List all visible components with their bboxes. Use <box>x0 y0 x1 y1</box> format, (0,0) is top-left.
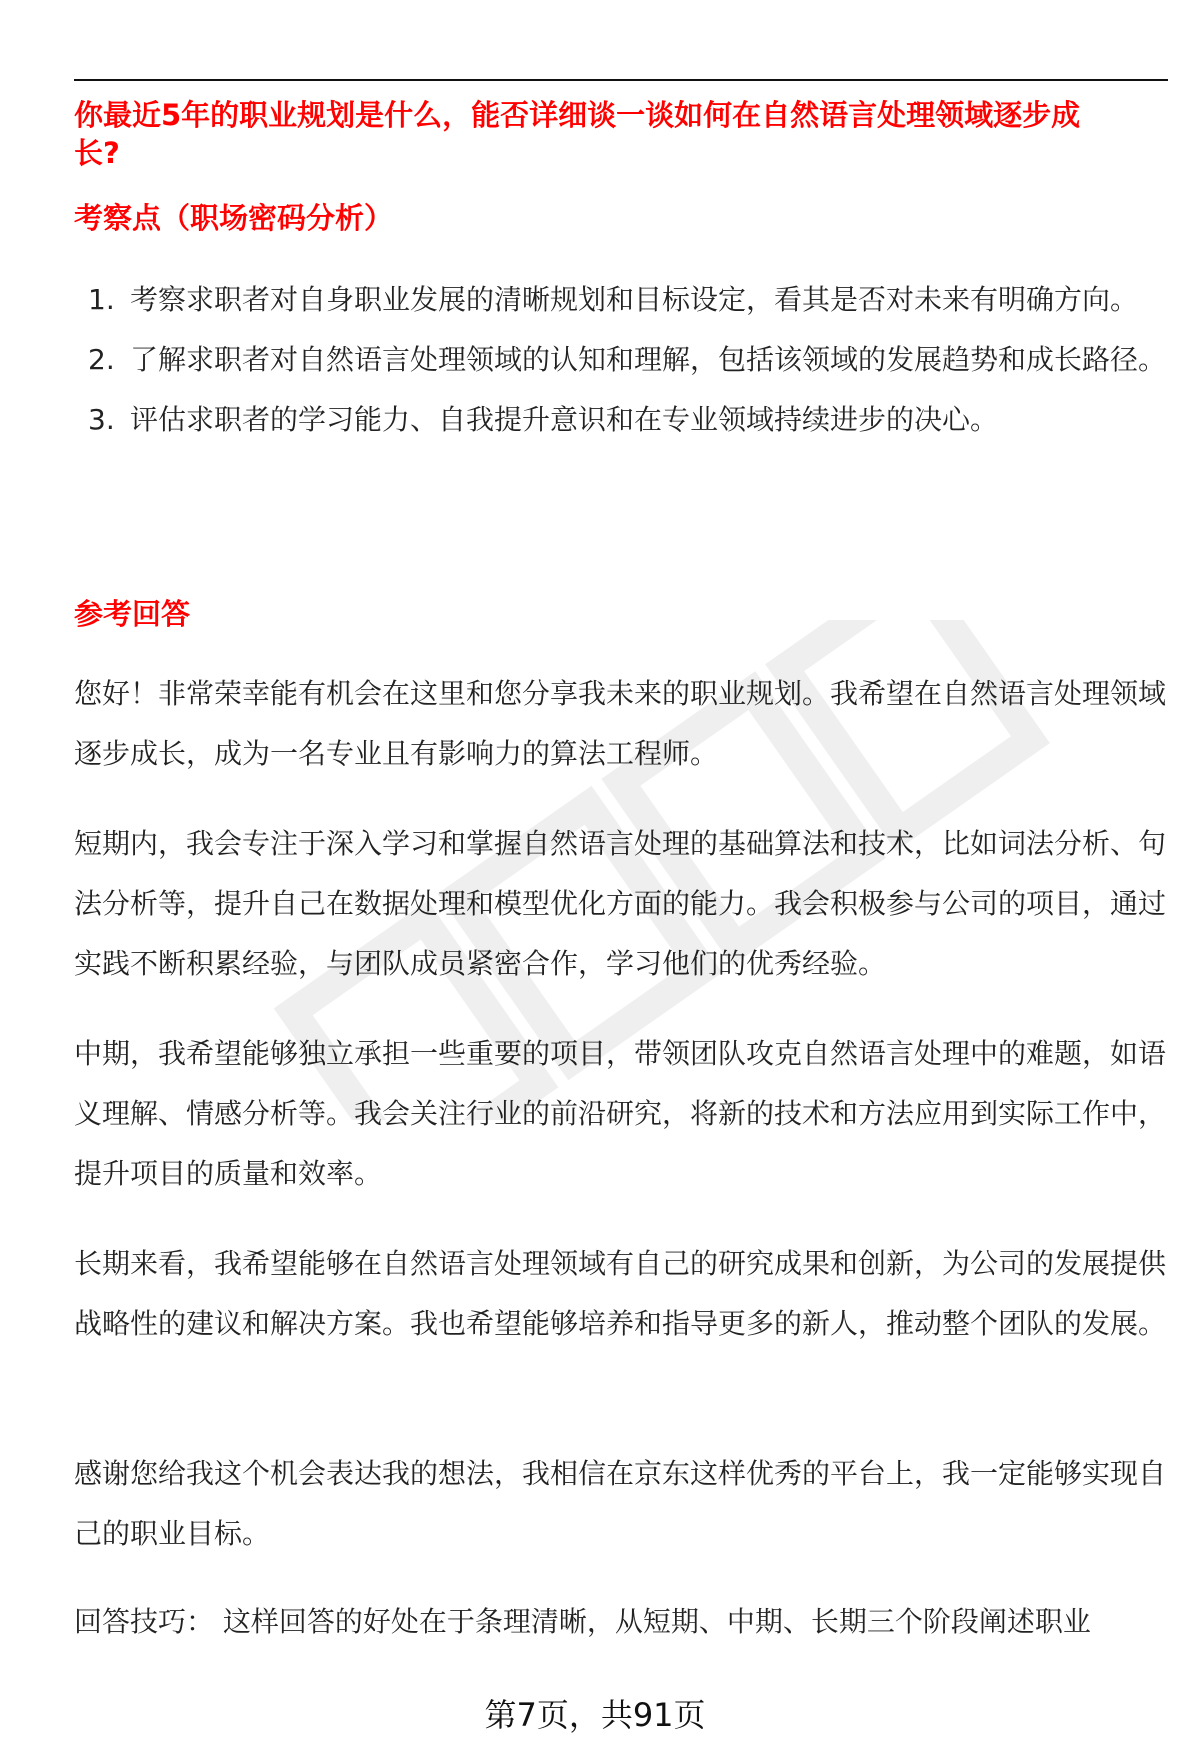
list-item-text: 考察求职者对自身职业发展的清晰规划和目标设定，看其是否对未来有明确方向。 <box>130 283 1139 316</box>
answer-paragraph: 短期内，我会专注于深入学习和掌握自然语言处理的基础算法和技术，比如词法分析、句法分析等，提升自己在数据处理和模型优化方面的能力。我会积极参与公司的项目，通过实践不断积累经验，与团队成员紧密合作，学习他们的优秀经验。 <box>74 827 1167 980</box>
key-points-list <box>74 270 1168 450</box>
answer-paragraph: 长期来看，我希望能够在自然语言处理领域有自己的研究成果和创新，为公司的发展提供战略性的建议和解决方案。我也希望能够培养和指导更多的新人，推动整个团队的发展。 <box>74 1247 1167 1340</box>
list-item-number: 1. <box>88 283 115 316</box>
list-item-text: 了解求职者对自然语言处理领域的认知和理解，包括该领域的发展趋势和成长路径。 <box>130 343 1167 376</box>
list-item <box>74 330 1168 390</box>
answer-paragraph: 中期，我希望能够独立承担一些重要的项目，带领团队攻克自然语言处理中的难题，如语义理解、情感分析等。我会关注行业的前沿研究，将新的技术和方法应用到实际工作中，提升项目的质量和效率。 <box>74 1037 1167 1190</box>
section-heading-key-points: 考察点（职场密码分析） <box>74 201 394 235</box>
list-item <box>74 270 1168 330</box>
answer-tips-paragraph: 回答技巧： 这样回答的好处在于条理清晰，从短期、中期、长期三个阶段阐述职业 <box>74 1605 1091 1638</box>
page-footer: 第7页，共91页 <box>484 1696 706 1734</box>
top-rule <box>74 79 1168 81</box>
answer-paragraph: 感谢您给我这个机会表达我的想法，我相信在京东这样优秀的平台上，我一定能够实现自己的职业目标。 <box>74 1457 1167 1550</box>
list-item-number: 2. <box>88 343 115 376</box>
list-item-number: 3. <box>88 403 115 436</box>
answer-paragraph: 您好！非常荣幸能有机会在这里和您分享我未来的职业规划。我希望在自然语言处理领域逐步成长，成为一名专业且有影响力的算法工程师。 <box>74 677 1167 770</box>
section-heading-reference-answer: 参考回答 <box>74 597 191 631</box>
list-item-text: 评估求职者的学习能力、自我提升意识和在专业领域持续进步的决心。 <box>130 403 999 436</box>
list-item <box>74 390 1168 450</box>
question-heading: 你最近5年的职业规划是什么，能否详细谈一谈如何在自然语言处理领域逐步成长? <box>74 98 1081 170</box>
